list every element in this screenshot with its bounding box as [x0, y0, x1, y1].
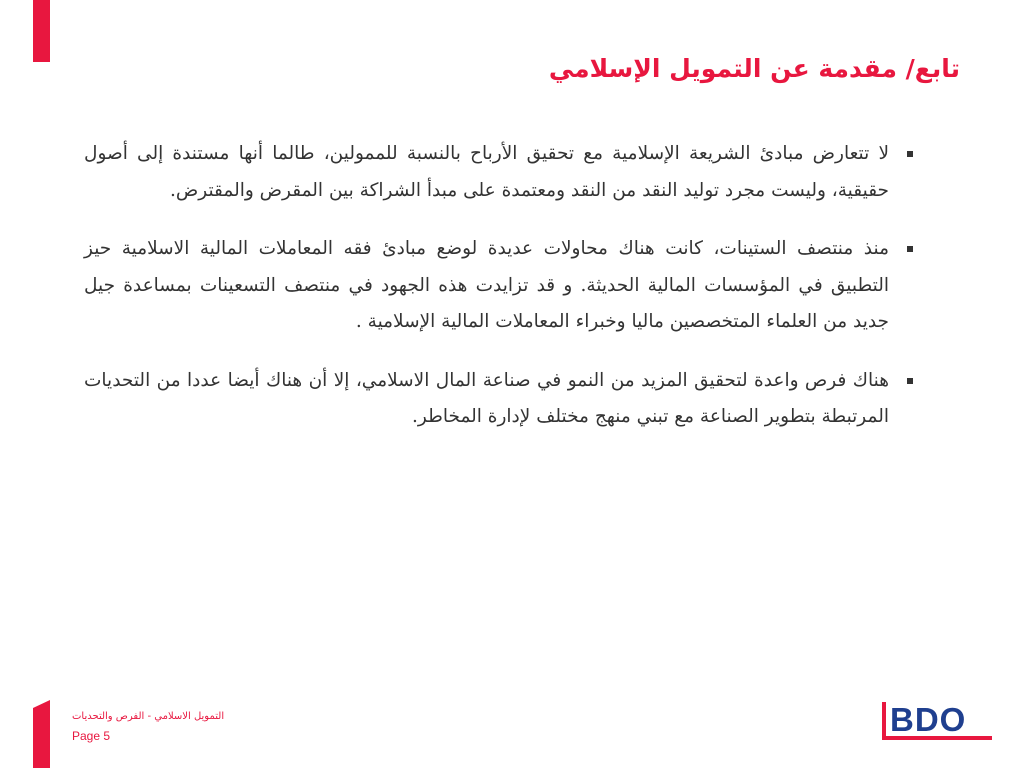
- bdo-logo: [880, 698, 994, 742]
- bottom-accent-bar: [33, 700, 50, 768]
- logo-red-stroke: [882, 702, 886, 740]
- footer-subtitle: التمويل الاسلامي - الفرص والتحديات: [72, 711, 225, 722]
- bullet-list: [84, 136, 919, 458]
- bullet-item: [84, 231, 919, 341]
- square-bullet-icon: [907, 246, 913, 252]
- bullet-text: لا تتعارض مبادئ الشريعة الإسلامية مع تحقيق الأرباح بالنسبة للممولين، طالما أنها مستندة إلى أصول حقيقية، وليست مجرد توليد النقد من النقد ومعتمدة على مبدأ الشراكة بين المقرض والمقترض.: [84, 143, 889, 201]
- top-accent-bar: [33, 0, 50, 62]
- square-bullet-icon: [907, 151, 913, 157]
- page-number: Page 5: [72, 729, 111, 743]
- bullet-text: هناك فرص واعدة لتحقيق المزيد من النمو في صناعة المال الاسلامي، إلا أن هناك أيضا عددا من التحديات المرتبطة بتطوير الصناعة مع تبني منهج مختلف لإدارة المخاطر.: [84, 369, 889, 427]
- square-bullet-icon: [907, 378, 913, 384]
- bullet-item: [84, 363, 919, 436]
- logo-text: BDO: [890, 701, 967, 738]
- slide-title: تابع/ مقدمة عن التمويل الإسلامي: [548, 54, 960, 83]
- bullet-item: [84, 136, 919, 209]
- bullet-text: منذ منتصف الستينات، كانت هناك محاولات عديدة لوضع مبادئ فقه المعاملات المالية الاسلامية حيز التطبيق في المؤسسات المالية الحديثة. و قد تزايدت هذه الجهود في منتصف التسعينات بمساعدة جيل جديد من العلماء المتخصصين ماليا وخبراء المعاملات المالية الإسلامية .: [84, 238, 889, 332]
